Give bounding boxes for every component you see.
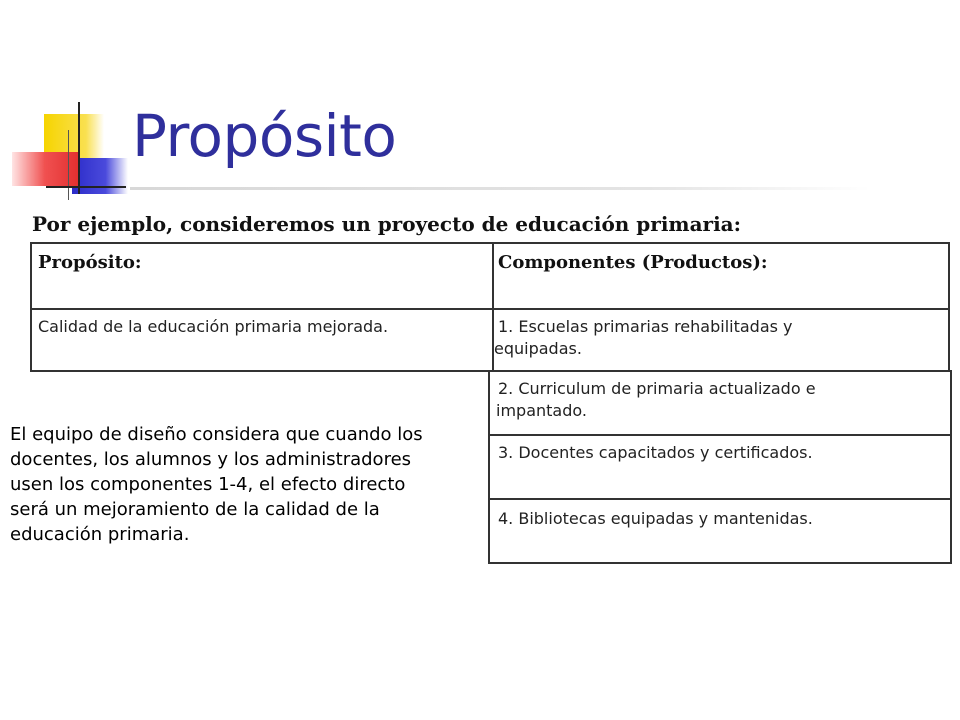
components-header-label: Componentes (Productos):: [498, 252, 768, 273]
ornament-vertical-line: [78, 102, 80, 194]
component-4-line-1: 4. Bibliotecas equipadas y mantenidas.: [498, 509, 813, 528]
purpose-value: Calidad de la educación primaria mejorada.: [38, 317, 389, 336]
ornament-blue-square: [72, 158, 128, 194]
purpose-header-label: Propósito:: [38, 252, 142, 273]
component-1-line-2: equipadas.: [494, 339, 582, 358]
component-2-line-1: 2. Curriculum de primaria actualizado e: [498, 379, 816, 398]
component-1-line-1: 1. Escuelas primarias rehabilitadas y: [498, 317, 793, 336]
ornament-vertical-line-thin: [68, 130, 69, 200]
ornament-horizontal-line: [46, 186, 126, 188]
explanation-text: El equipo de diseño considera que cuando los docentes, los alumnos y los administradores usen los componentes 1-4, el efecto directo será un mejoramiento de la calidad de la educación primaria.: [10, 422, 440, 547]
title-underline: [130, 187, 870, 190]
component-2-line-2: impantado.: [496, 401, 587, 420]
component-3-line-1: 3. Docentes capacitados y certificados.: [498, 443, 813, 462]
table-heading: Por ejemplo, consideremos un proyecto de educación primaria:: [32, 212, 742, 236]
corner-ornament: [0, 90, 140, 210]
slide-title: Propósito: [132, 102, 397, 170]
